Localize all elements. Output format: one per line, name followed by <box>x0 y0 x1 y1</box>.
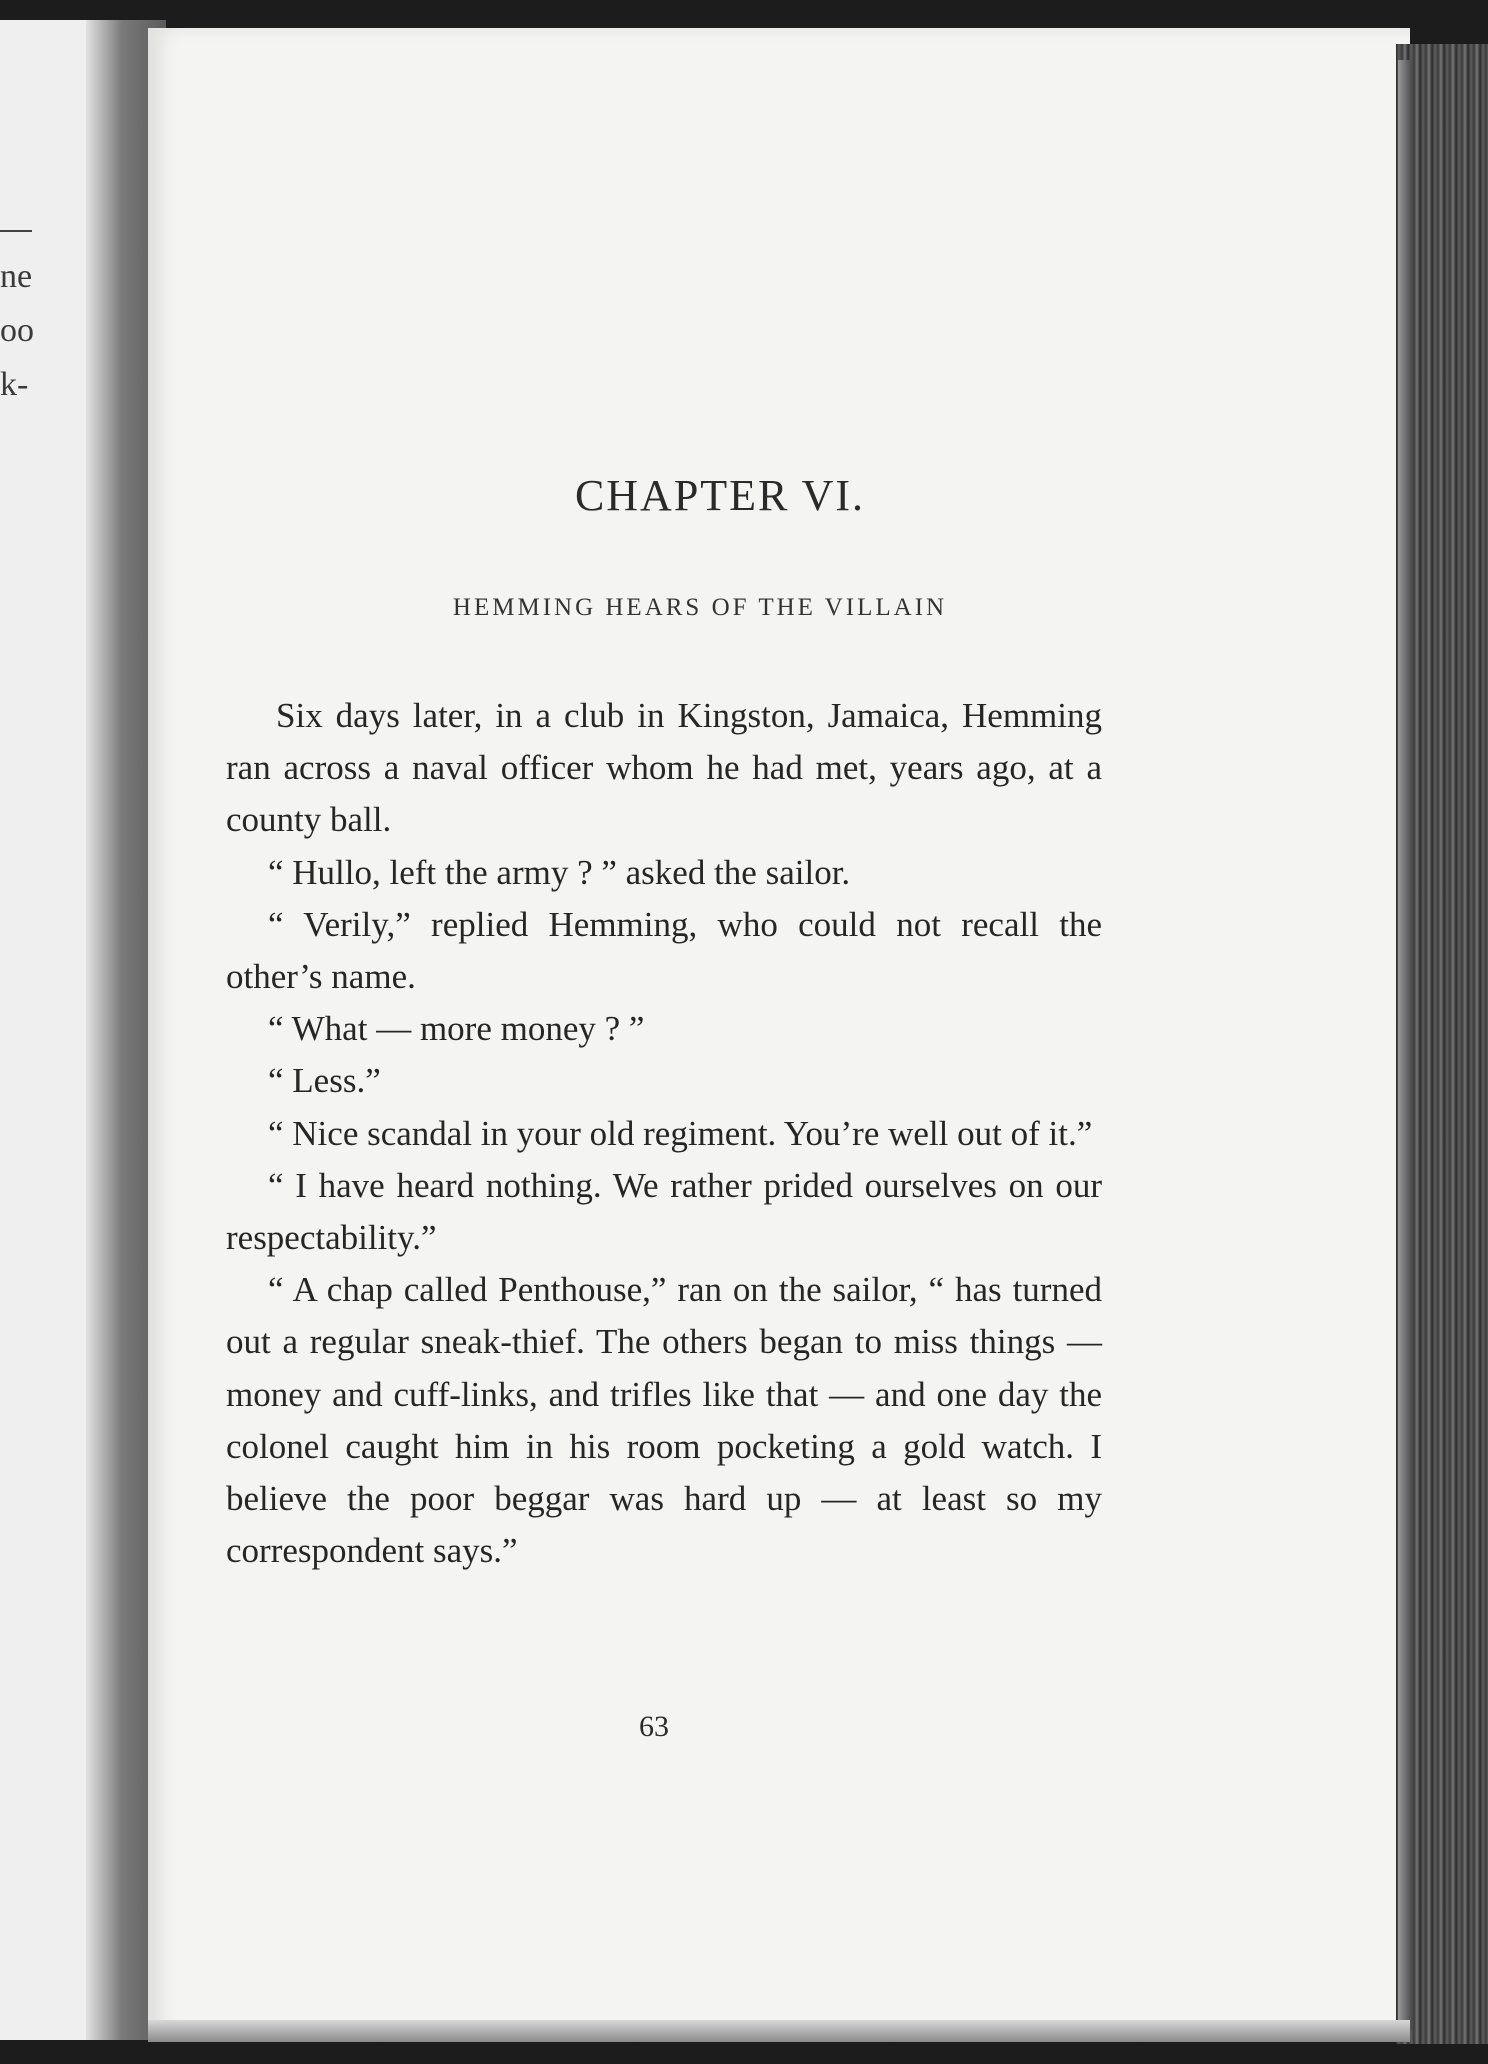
paragraph: “ What — more money ? ” <box>268 1009 645 1049</box>
body-text <box>226 690 1102 1577</box>
chapter-title: CHAPTER VI. <box>574 471 866 520</box>
paragraph: “ I have heard nothing. We rather prided ourselves on our respectability.” <box>226 1165 1102 1258</box>
left-page-rule <box>0 230 32 232</box>
bottom-page-edge <box>148 2020 1410 2042</box>
paragraph: “ Nice scandal in your old regiment. You’re well out of it.” <box>268 1113 1093 1153</box>
page-number: 63 <box>639 1710 669 1743</box>
paragraph: Six days later, in a club in Kingston, Jamaica, Hemming ran across a naval officer whom he had met, years ago, at a county ball. <box>226 696 1102 840</box>
paragraph: “ A chap called Penthouse,” ran on the sailor, “ has turned out a regular sneak-thief. The others began to miss things — money and cuff-links, and trifles like that — and one day the colonel caught him in his room pocketing a gold watch. I believe the poor beggar was hard up — at least so my correspondent says.” <box>226 1270 1102 1571</box>
paragraph: “ Hullo, left the army ? ” asked the sailor. <box>268 852 851 892</box>
left-fragment: oo <box>0 312 34 349</box>
paragraph: “ Less.” <box>268 1061 381 1101</box>
page-edge-highlight <box>1398 60 1412 2030</box>
left-page-text-fragments <box>0 230 60 412</box>
chapter-subtitle: HEMMING HEARS OF THE VILLAIN <box>452 594 948 621</box>
left-fragment: ne <box>0 258 33 295</box>
left-fragment: k- <box>0 366 29 403</box>
paragraph: “ Verily,” replied Hemming, who could not recall the other’s name. <box>226 904 1102 997</box>
